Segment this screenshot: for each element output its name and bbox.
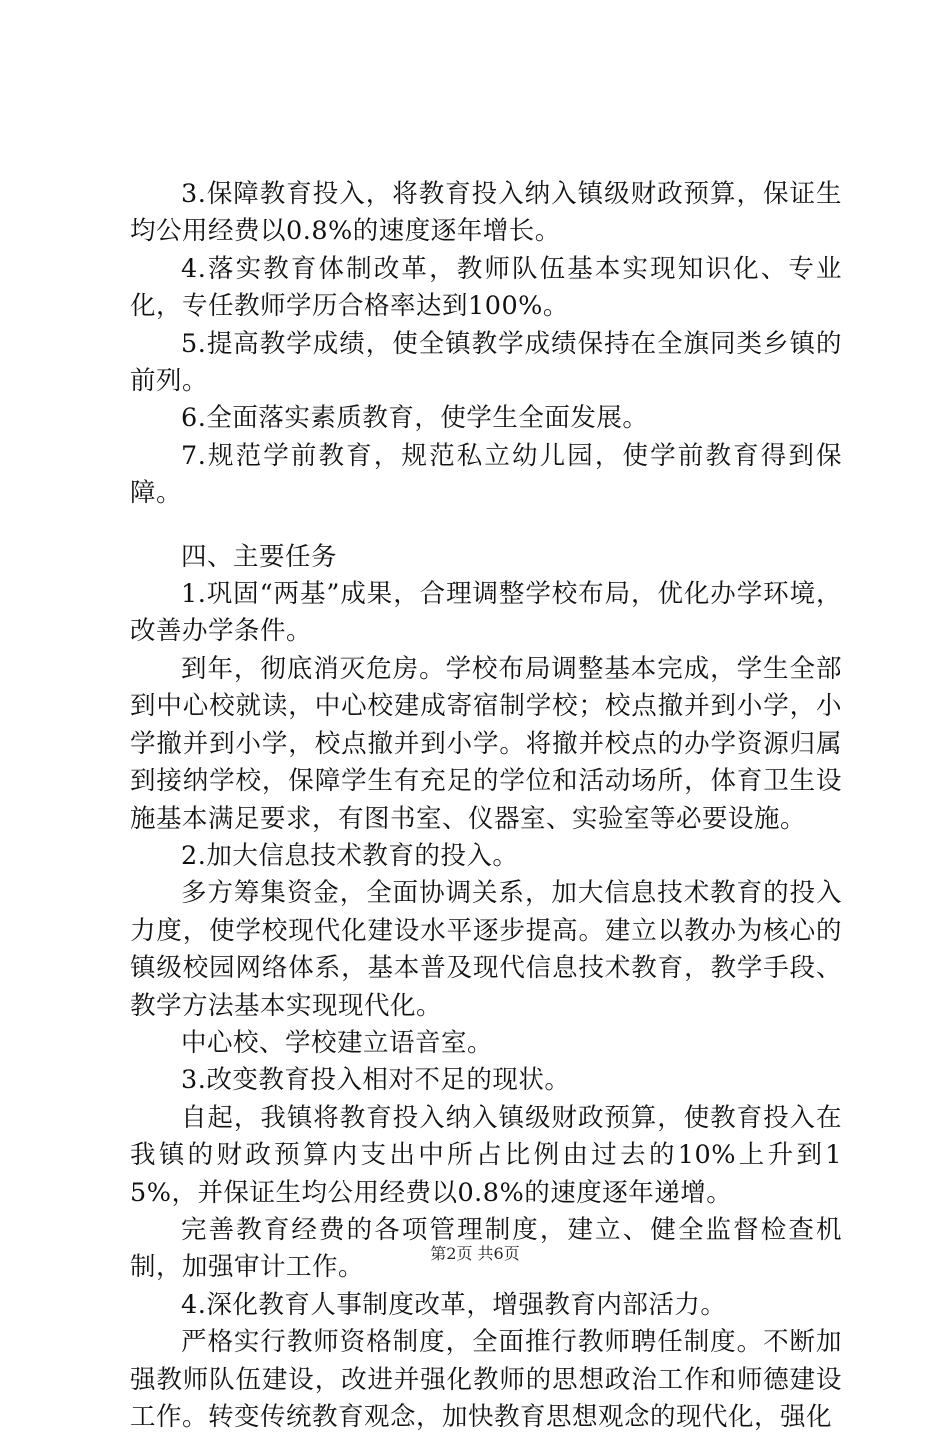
paragraph-task-3-heading: 3.改变教育投入相对不足的现状。 [181, 1065, 571, 1096]
paragraph-task-2-note: 中心校、学校建立语音室。 [181, 1027, 494, 1058]
paragraph-task-1-heading: 1.巩固“两基”成果，合理调整学校布局，优化办学环境，改善办学条件。 [130, 579, 842, 647]
paragraph-task-3-body: 自起，我镇将教育投入纳入镇级财政预算，使教育投入在我镇的财政预算内支出中所占比例由过去的10%上升到15%，并保证生均公用经费以0.8%的速度逐年递增。 [130, 1102, 842, 1208]
paragraph-task-2-heading: 2.加大信息技术教育的投入。 [181, 840, 519, 871]
paragraph-goal-5: 5.提高教学成绩，使全镇教学成绩保持在全旗同类乡镇的前列。 [130, 328, 842, 397]
paragraph-task-1-body: 到年，彻底消灭危房。学校布局调整基本完成，学生全部到中心校就读，中心校建成寄宿制学校；校点撤并到小学，小学撤并到小学，校点撤并到小学。将撤并校点的办学资源归属到接纳学校，保障学生有充足的学位和活动场所，体育卫生设施基本满足要求，有图书室、仪器室、实验室等必要设施。 [130, 653, 842, 834]
paragraph-task-3-note: 完善教育经费的各项管理制度，建立、健全监督检查机制，加强审计工作。 [130, 1214, 842, 1283]
section-heading: 四、主要任务 [181, 541, 338, 572]
paragraph-goal-7: 7.规范学前教育，规范私立幼儿园，使学前教育得到保障。 [130, 440, 842, 509]
paragraph-task-4-body: 严格实行教师资格制度，全面推行教师聘任制度。不断加强教师队伍建设，改进并强化教师的思想政治工作和师德建设工作。转变传统教育观念，加快教育思想观念的现代化，强化 [130, 1327, 842, 1432]
paragraph-task-2-body: 多方筹集资金，全面协调关系，加大信息技术教育的投入力度，使学校现代化建设水平逐步提高。建立以教办为核心的镇级校园网络体系，基本普及现代信息技术教育，教学手段、教学方法基本实现现代化。 [130, 878, 842, 1021]
page-number-footer: 第2页 共6页 [430, 1244, 520, 1263]
paragraph-task-4-heading: 4.深化教育人事制度改革，增强教育内部活力。 [181, 1289, 727, 1320]
paragraph-goal-6: 6.全面落实素质教育，使学生全面发展。 [181, 403, 649, 434]
paragraph-goal-4: 4.落实教育体制改革，教师队伍基本实现知识化、专业化，专任教师学历合格率达到100%。 [130, 253, 842, 322]
paragraph-goal-3: 3.保障教育投入，将教育投入纳入镇级财政预算，保证生均公用经费以0.8%的速度逐年增长。 [130, 179, 842, 247]
